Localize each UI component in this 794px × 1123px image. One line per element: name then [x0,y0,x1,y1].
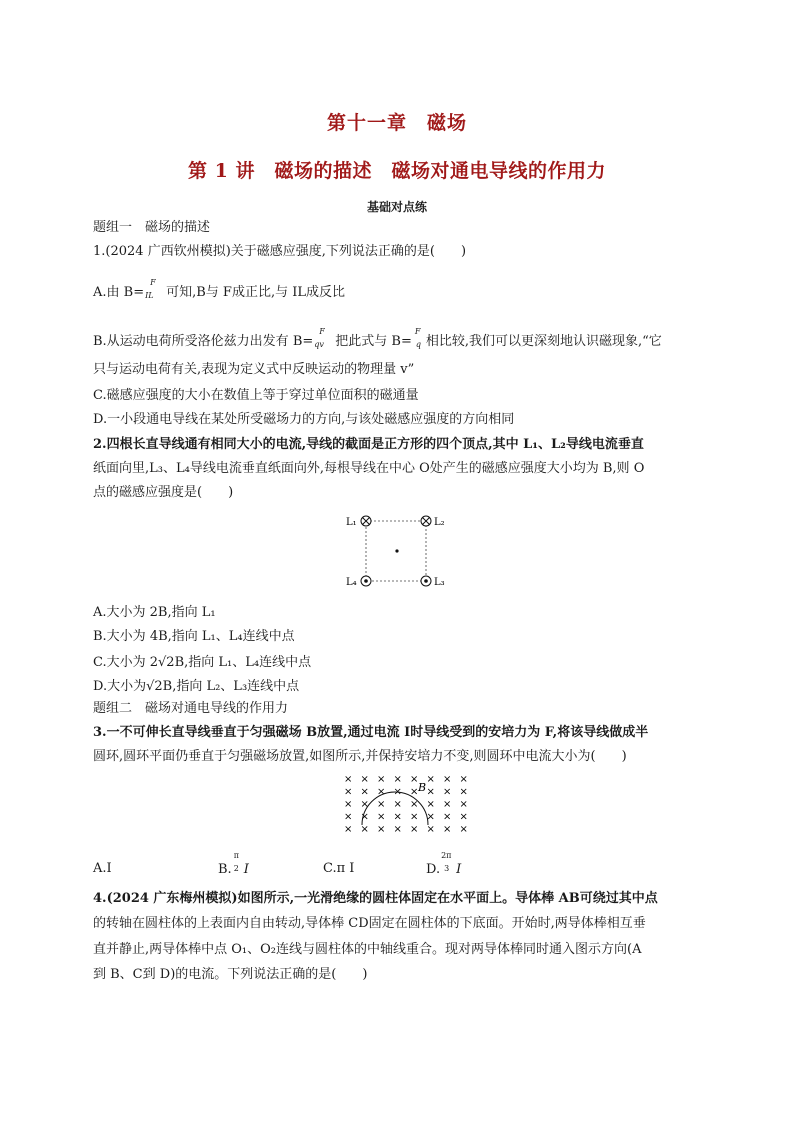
field-cross-mark: × [426,824,435,835]
field-cross-mark: × [443,811,452,823]
field-cross-mark: × [443,824,452,835]
q1-b-mid: 把此式与 B= [335,334,412,349]
q3-b-num: π [233,851,239,860]
field-cross-mark: × [344,774,353,785]
label-l1: L₁ [346,517,357,528]
q2-option-b: B.大小为 4B,指向 L₁、L₄连线中点 [93,629,295,644]
field-cross-mark: × [410,774,419,785]
label-l4: L₄ [346,577,357,588]
q2-line1 [93,437,644,453]
q1-b-fraction2 [412,327,426,349]
field-cross-mark: × [360,774,369,785]
field-cross-mark: × [426,786,435,798]
lecture-title: 第 1 讲 磁场的描述 磁场对通电导线的作用力 [188,160,606,182]
q4-line4: 到 B、C到 D)的电流。下列说法正确的是( ) [93,967,368,982]
field-cross-mark: × [360,786,369,798]
l2-into-page-icon [421,516,431,526]
q3-text: 3.一不可伸长直导线垂直于匀强磁场 B放置,通过电流 I时导线受到的安培力为 F,将该导线做成半 [93,725,649,740]
q3-line1 [93,725,648,741]
l1-into-page-icon [361,516,371,526]
q3-b-den: 2 [233,864,239,873]
q1-b-fraction1 [313,327,335,349]
field-cross-mark: × [393,774,402,785]
field-cross-mark: × [410,799,419,810]
q4-line1 [93,891,658,907]
label-l3: L₃ [434,577,445,588]
field-cross-mark: × [426,799,435,810]
q1-a-pre: A.由 B= [93,285,145,300]
field-cross-mark: × [410,811,419,823]
q2-option-c: C.大小为 2√2B,指向 L₁、L₄连线中点 [93,655,312,670]
q1-b-frac2-den: q [415,340,421,349]
field-cross-mark: × [393,824,402,835]
q4-line2: 的转轴在圆柱体的上表面内自由转动,导体棒 CD固定在圆柱体的下底面。开始时,两导体棒相互垂 [93,916,646,931]
q3-b-fraction [232,851,244,875]
q2-text: 2.四根长直导线通有相同大小的电流,导线的截面是正方形的四个顶点,其中 L₁、L₂导线电流垂直 [93,437,644,452]
field-label-b: B [418,781,427,794]
q1-b-pre: B.从运动电荷所受洛伦兹力出发有 B= [93,334,314,349]
q4-text: 4.(2024 广东梅州模拟)如图所示,一光滑绝缘的圆柱体固定在水平面上。导体棒 AB可绕过其中点 [93,891,658,906]
q3-b-post: I [243,862,249,877]
q1-b-frac1-den: qv [314,340,324,349]
field-cross-grid [344,774,468,835]
field-cross-mark: × [393,799,402,810]
field-cross-mark: × [443,786,452,798]
q2-line3: 点的磁感应强度是( ) [93,485,234,500]
q3-option-d [426,851,462,877]
q3-option-a: A.I [93,861,112,876]
field-cross-mark: × [410,824,419,835]
q3-d-pre: D. [426,862,441,877]
field-cross-mark: × [459,774,468,785]
q2-square-figure [340,508,460,590]
q1-b-post: 相比较,我们可以更深刻地认识磁现象,“它 [425,334,662,349]
field-cross-mark: × [426,774,435,785]
group1-title: 题组一 磁场的描述 [93,220,211,235]
q3-option-b [218,851,249,877]
q3-magnetic-field-figure [336,768,468,838]
q1-option-a [93,278,345,301]
field-cross-mark: × [377,824,386,835]
field-cross-mark: × [360,811,369,823]
q1-a-fraction [144,278,166,300]
field-cross-mark: × [410,786,419,798]
q1-b-frac1-num: F [319,327,325,336]
q1-option-b [93,327,662,350]
field-cross-mark: × [443,799,452,810]
q3-d-num: 2π [441,851,452,860]
q1-a-frac-num: F [150,278,156,287]
chapter-title: 第十一章 磁场 [326,112,467,134]
q1-b-frac2-num: F [414,327,421,336]
l3-out-of-page-icon [421,576,431,586]
q3-d-den: 3 [444,864,450,873]
field-cross-mark: × [459,824,468,835]
q2-line2: 纸面向里,L₃、L₄导线电流垂直纸面向外,每根导线在中心 O处产生的磁感应强度大小均为 B,则 O [93,461,645,476]
q3-d-fraction [440,851,456,875]
field-cross-mark: × [393,786,402,798]
section-title: 基础对点练 [366,200,427,214]
q2-option-a: A.大小为 2B,指向 L₁ [93,605,216,620]
q3-line2: 圆环,圆环平面仍垂直于匀强磁场放置,如图所示,并保持安培力不变,则圆环中电流大小为( ) [93,749,627,764]
field-cross-mark: × [377,774,386,785]
field-cross-mark: × [426,811,435,823]
q2-option-d: D.大小为√2B,指向 L₂、L₃连线中点 [93,679,300,694]
field-cross-mark: × [443,774,452,785]
q1-stem: 1.(2024 广西钦州模拟)关于磁感应强度,下列说法正确的是( ) [93,244,467,259]
q1-a-post: 可知,B与 F成正比,与 IL成反比 [166,285,345,300]
field-cross-mark: × [360,824,369,835]
q1-a-frac-den: IL [145,291,154,300]
center-o-dot [395,549,398,552]
field-cross-mark: × [377,786,386,798]
label-l2: L₂ [434,517,445,528]
q3-d-post: I [456,862,462,877]
q1-option-c: C.磁感应强度的大小在数值上等于穿过单位面积的磁通量 [93,388,419,403]
field-cross-mark: × [360,799,369,810]
field-cross-mark: × [377,799,386,810]
group2-title: 题组二 磁场对通电导线的作用力 [93,701,289,716]
field-cross-mark: × [344,786,353,798]
field-cross-mark: × [344,811,353,823]
q1-option-d: D.一小段通电导线在某处所受磁场力的方向,与该处磁感应强度的方向相同 [93,412,515,427]
field-cross-mark: × [344,824,353,835]
q1-option-b-line2: 只与运动电荷有关,表现为定义式中反映运动的物理量 v” [93,362,415,377]
field-cross-mark: × [393,811,402,823]
l4-out-of-page-icon [361,576,371,586]
field-cross-mark: × [459,799,468,810]
field-cross-mark: × [459,811,468,823]
q3-option-c: C.π I [323,861,355,876]
field-cross-mark: × [377,811,386,823]
q3-b-pre: B. [218,862,232,877]
q4-line3: 直并静止,两导体棒中点 O₁、O₂连线与圆柱体的中轴线重合。现对两导体棒同时通入图示方向(A [93,942,642,957]
field-cross-mark: × [459,786,468,798]
field-cross-mark: × [344,799,353,810]
